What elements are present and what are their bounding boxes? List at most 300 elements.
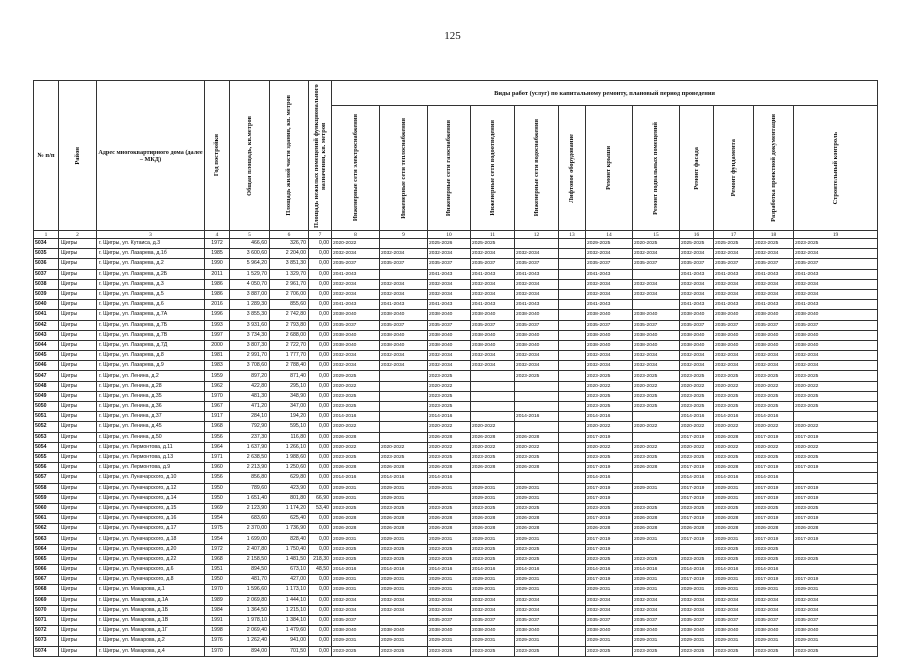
row-work-period: 2029-2031	[471, 483, 515, 493]
row-living-area: 941,00	[270, 636, 309, 646]
row-nonliving-area: 0,00	[309, 605, 332, 615]
column-number: 10	[428, 231, 471, 239]
row-work-period: 2038-2040	[633, 626, 680, 636]
row-work-period: 2023-2025	[754, 646, 794, 656]
row-work-period: 2023-2025	[515, 554, 559, 564]
row-total-area: 1 596,60	[230, 585, 270, 595]
row-id: 5062	[34, 524, 59, 534]
row-nonliving-area: 66,90	[309, 493, 332, 503]
row-work-period	[515, 473, 559, 483]
row-work-period: 2029-2031	[515, 534, 559, 544]
row-work-period: 2029-2031	[380, 534, 428, 544]
row-nonliving-area: 0,00	[309, 279, 332, 289]
row-work-period: 2035-2037	[794, 615, 878, 625]
row-work-period: 2029-2031	[428, 534, 471, 544]
row-work-period	[559, 422, 586, 432]
row-work-period	[380, 391, 428, 401]
row-total-area: 3 600,60	[230, 249, 270, 259]
row-work-period: 2038-2040	[586, 310, 633, 320]
row-work-period: 2014-2016	[714, 473, 754, 483]
row-id: 5070	[34, 605, 59, 615]
row-work-period: 2017-2019	[754, 483, 794, 493]
row-address: г. Щигры, ул. Ленина, д.50	[97, 432, 205, 442]
row-year: 1972	[205, 544, 230, 554]
row-nonliving-area: 0,00	[309, 412, 332, 422]
row-year: 1950	[205, 483, 230, 493]
row-work-period: 2017-2019	[680, 483, 714, 493]
row-work-period: 2023-2025	[332, 452, 380, 462]
row-work-period: 2025-2025	[471, 239, 515, 249]
row-nonliving-area: 0,00	[309, 514, 332, 524]
row-work-period: 2032-2034	[754, 351, 794, 361]
row-work-period: 2029-2031	[633, 534, 680, 544]
row-work-period: 2032-2034	[332, 249, 380, 259]
row-year: 1990	[205, 259, 230, 269]
row-work-period: 2032-2034	[428, 289, 471, 299]
table-row	[34, 402, 878, 412]
row-work-period	[515, 402, 559, 412]
row-total-area: 1 637,90	[230, 442, 270, 452]
row-district: Щигры	[59, 442, 97, 452]
row-work-period: 2032-2034	[332, 595, 380, 605]
row-living-area: 2 793,80	[270, 320, 309, 330]
table-row	[34, 534, 878, 544]
row-work-period: 2023-2025	[754, 239, 794, 249]
row-year: 1960	[205, 463, 230, 473]
table-row	[34, 391, 878, 401]
row-work-period: 2029-2031	[515, 483, 559, 493]
row-work-period: 2032-2034	[428, 595, 471, 605]
row-work-period: 2023-2025	[428, 544, 471, 554]
row-work-period: 2023-2025	[380, 452, 428, 462]
row-work-period: 2017-2019	[680, 514, 714, 524]
row-district: Щигры	[59, 595, 97, 605]
row-work-period	[559, 605, 586, 615]
row-work-period	[633, 300, 680, 310]
row-work-period: 2035-2037	[471, 320, 515, 330]
header-district	[59, 81, 97, 231]
row-work-period: 2017-2019	[586, 575, 633, 585]
row-work-period: 2026-2028	[428, 514, 471, 524]
row-work-period: 2038-2040	[471, 330, 515, 340]
row-work-period: 2041-2043	[380, 300, 428, 310]
row-work-period: 2032-2034	[515, 605, 559, 615]
row-work-period: 2032-2034	[680, 605, 714, 615]
row-total-area: 894,50	[230, 565, 270, 575]
row-work-period: 2017-2019	[586, 432, 633, 442]
row-work-period: 2020-2022	[515, 442, 559, 452]
header-year	[205, 81, 230, 231]
row-work-period: 2020-2022	[380, 442, 428, 452]
row-work-period: 2026-2028	[428, 524, 471, 534]
row-work-period: 2032-2034	[428, 605, 471, 615]
row-total-area: 2 991,70	[230, 351, 270, 361]
row-work-period: 2017-2019	[794, 575, 878, 585]
table-row	[34, 249, 878, 259]
header-work-text: Инженерные сети водоснабжения	[532, 119, 540, 217]
row-nonliving-area: 0,00	[309, 300, 332, 310]
row-work-period: 2032-2034	[680, 361, 714, 371]
table-row	[34, 351, 878, 361]
row-work-period: 2017-2019	[754, 432, 794, 442]
row-work-period: 2023-2025	[428, 503, 471, 513]
row-work-period	[559, 249, 586, 259]
row-nonliving-area: 218,30	[309, 554, 332, 564]
row-work-period: 2029-2031	[714, 483, 754, 493]
row-work-period: 2017-2019	[586, 514, 633, 524]
row-work-period	[559, 585, 586, 595]
column-number: 3	[97, 231, 205, 239]
row-district: Щигры	[59, 340, 97, 350]
row-id: 5065	[34, 554, 59, 564]
row-work-period: 2023-2025	[714, 371, 754, 381]
row-id: 5074	[34, 646, 59, 656]
row-work-period: 2035-2037	[680, 259, 714, 269]
row-work-period: 2014-2016	[586, 473, 633, 483]
row-work-period: 2032-2034	[754, 289, 794, 299]
row-work-period: 2026-2028	[714, 463, 754, 473]
row-work-period: 2032-2034	[633, 351, 680, 361]
row-work-period: 2035-2037	[515, 615, 559, 625]
row-work-period: 2032-2034	[714, 361, 754, 371]
row-work-period: 2032-2034	[380, 289, 428, 299]
column-number: 4	[205, 231, 230, 239]
row-work-period: 2023-2025	[754, 503, 794, 513]
row-nonliving-area: 48,50	[309, 565, 332, 575]
row-year: 1917	[205, 412, 230, 422]
row-work-period: 2032-2034	[794, 351, 878, 361]
row-work-period: 2029-2031	[428, 585, 471, 595]
header-address: Адрес многоквартирного дома (далее – МКД)	[97, 81, 205, 231]
row-work-period: 2023-2025	[714, 503, 754, 513]
row-work-period: 2023-2025	[515, 503, 559, 513]
row-work-period: 2038-2040	[515, 310, 559, 320]
row-work-period: 2035-2037	[754, 615, 794, 625]
row-address: г. Щигры, ул. Кутаиса, д.3	[97, 239, 205, 249]
row-id: 5038	[34, 279, 59, 289]
row-work-period: 2014-2016	[380, 565, 428, 575]
row-id: 5058	[34, 483, 59, 493]
row-work-period: 2026-2028	[471, 524, 515, 534]
table-row	[34, 452, 878, 462]
row-work-period	[559, 493, 586, 503]
row-work-period: 2014-2016	[754, 565, 794, 575]
row-work-period: 2023-2025	[428, 554, 471, 564]
row-work-period: 2035-2037	[633, 615, 680, 625]
row-work-period: 2026-2028	[471, 432, 515, 442]
table-row	[34, 442, 878, 452]
row-district: Щигры	[59, 402, 97, 412]
row-year: 1950	[205, 575, 230, 585]
row-year: 1951	[205, 565, 230, 575]
row-work-period: 2023-2025	[680, 391, 714, 401]
row-year: 1954	[205, 514, 230, 524]
row-work-period: 2038-2040	[714, 310, 754, 320]
row-work-period: 2017-2019	[794, 463, 878, 473]
row-nonliving-area: 0,00	[309, 432, 332, 442]
table-row	[34, 514, 878, 524]
row-work-period: 2035-2037	[714, 259, 754, 269]
row-address: г. Щигры, ул. Лермонтова, д.9	[97, 463, 205, 473]
row-work-period: 2023-2025	[471, 452, 515, 462]
row-work-period: 2023-2025	[794, 503, 878, 513]
row-work-period: 2017-2019	[794, 432, 878, 442]
row-living-area: 347,00	[270, 402, 309, 412]
row-work-period: 2032-2034	[380, 605, 428, 615]
table-row	[34, 330, 878, 340]
row-year: 1968	[205, 422, 230, 432]
row-id: 5068	[34, 585, 59, 595]
row-work-period: 2029-2031	[332, 636, 380, 646]
row-work-period: 2017-2019	[680, 575, 714, 585]
row-nonliving-area: 0,00	[309, 442, 332, 452]
row-work-period: 2041-2043	[586, 300, 633, 310]
row-work-period: 2020-2022	[794, 422, 878, 432]
row-work-period: 2032-2034	[471, 595, 515, 605]
row-total-area: 466,60	[230, 239, 270, 249]
header-work-5	[515, 106, 559, 231]
row-address: г. Щигры, ул. Макарова, д.1Б	[97, 605, 205, 615]
row-nonliving-area: 0,00	[309, 330, 332, 340]
row-living-area: 3 851,30	[270, 259, 309, 269]
row-total-area: 2 158,50	[230, 554, 270, 564]
row-work-period: 2029-2031	[586, 585, 633, 595]
row-work-period: 2020-2025	[633, 239, 680, 249]
row-nonliving-area: 0,00	[309, 585, 332, 595]
table-row	[34, 432, 878, 442]
row-work-period: 2029-2031	[714, 493, 754, 503]
row-work-period: 2014-2016	[380, 473, 428, 483]
row-address: г. Щигры, ул. Макарова, д.1	[97, 585, 205, 595]
row-work-period: 2020-2022	[332, 239, 380, 249]
row-work-period: 2029-2031	[633, 636, 680, 646]
row-work-period: 2029-2031	[332, 585, 380, 595]
row-work-period: 2017-2019	[680, 534, 714, 544]
row-work-period: 2035-2037	[633, 320, 680, 330]
row-work-period: 2029-2031	[380, 493, 428, 503]
row-work-period: 2041-2043	[754, 300, 794, 310]
row-work-period: 2020-2022	[332, 422, 380, 432]
row-district: Щигры	[59, 463, 97, 473]
row-work-period	[559, 402, 586, 412]
header-work-text: Инженерные сети теплоснабжения	[399, 117, 407, 219]
row-total-area: 2 370,00	[230, 524, 270, 534]
row-work-period: 2020-2022	[754, 422, 794, 432]
row-work-period: 2038-2040	[794, 310, 878, 320]
header-work-text: Ремонт фасада	[692, 146, 700, 190]
row-work-period	[515, 422, 559, 432]
row-address: г. Щигры, ул. Лазарева, д.7Б	[97, 320, 205, 330]
row-work-period: 2041-2043	[680, 269, 714, 279]
row-work-period: 2023-2025	[515, 452, 559, 462]
row-living-area: 194,20	[270, 412, 309, 422]
row-work-period: 2038-2040	[471, 626, 515, 636]
header-living-area-text: Площадь жилой части здания, кв. метров	[285, 95, 293, 216]
row-living-area: 1 384,10	[270, 615, 309, 625]
row-id: 5063	[34, 534, 59, 544]
row-nonliving-area: 0,00	[309, 351, 332, 361]
table-row	[34, 473, 878, 483]
row-work-period: 2023-2025	[380, 646, 428, 656]
row-work-period	[559, 442, 586, 452]
row-work-period: 2032-2034	[754, 361, 794, 371]
row-work-period: 2014-2016	[714, 412, 754, 422]
row-work-period: 2038-2040	[633, 340, 680, 350]
row-work-period: 2038-2040	[586, 626, 633, 636]
row-work-period: 2023-2025	[380, 503, 428, 513]
row-work-period: 2023-2025	[754, 544, 794, 554]
row-district: Щигры	[59, 289, 97, 299]
row-work-period	[559, 646, 586, 656]
row-year: 1975	[205, 524, 230, 534]
table-row	[34, 646, 878, 656]
row-id: 5043	[34, 330, 59, 340]
row-work-period: 2032-2034	[714, 605, 754, 615]
row-work-period: 2014-2016	[633, 565, 680, 575]
row-district: Щигры	[59, 483, 97, 493]
row-work-period: 2023-2025	[794, 402, 878, 412]
table-row	[34, 565, 878, 575]
table-row	[34, 381, 878, 391]
row-work-period: 2014-2016	[428, 565, 471, 575]
row-total-area: 792,90	[230, 422, 270, 432]
row-id: 5053	[34, 432, 59, 442]
row-work-period: 2041-2043	[794, 269, 878, 279]
row-total-area: 3 931,60	[230, 320, 270, 330]
row-work-period: 2029-2031	[714, 534, 754, 544]
row-work-period	[559, 452, 586, 462]
row-work-period	[559, 330, 586, 340]
row-work-period: 2029-2031	[471, 585, 515, 595]
row-work-period: 2017-2019	[586, 544, 633, 554]
row-work-period: 2026-2028	[714, 432, 754, 442]
row-work-period: 2038-2040	[754, 330, 794, 340]
row-address: г. Щигры, ул. Ленина, д.35	[97, 391, 205, 401]
row-district: Щигры	[59, 371, 97, 381]
row-work-period: 2026-2028	[380, 463, 428, 473]
header-work-text: Ремонт фундамента	[729, 139, 737, 197]
row-total-area: 2 638,50	[230, 452, 270, 462]
row-address: г. Щигры, ул. Луначарского, д.16	[97, 514, 205, 524]
row-work-period	[559, 351, 586, 361]
table-header	[34, 81, 878, 231]
row-work-period: 2023-2025	[633, 391, 680, 401]
row-work-period: 2029-2031	[428, 636, 471, 646]
row-id: 5034	[34, 239, 59, 249]
row-work-period: 2038-2040	[680, 310, 714, 320]
capital-repair-table-sheet	[33, 80, 877, 657]
row-work-period	[380, 239, 428, 249]
row-nonliving-area: 0,00	[309, 269, 332, 279]
row-work-period: 2020-2022	[680, 442, 714, 452]
row-work-period: 2038-2040	[714, 626, 754, 636]
header-work-7	[586, 106, 633, 231]
row-work-period: 2029-2031	[754, 585, 794, 595]
row-work-period	[559, 483, 586, 493]
row-work-period: 2029-2031	[380, 636, 428, 646]
row-work-period: 2014-2016	[754, 473, 794, 483]
row-year: 1959	[205, 371, 230, 381]
row-work-period	[380, 615, 428, 625]
row-work-period: 2035-2037	[633, 259, 680, 269]
row-total-area: 4 050,70	[230, 279, 270, 289]
column-number: 16	[680, 231, 714, 239]
row-work-period: 2029-2031	[680, 585, 714, 595]
row-nonliving-area: 0,00	[309, 595, 332, 605]
row-work-period	[559, 626, 586, 636]
row-work-period	[559, 259, 586, 269]
header-work-4	[471, 106, 515, 231]
row-district: Щигры	[59, 605, 97, 615]
row-work-period	[471, 371, 515, 381]
row-district: Щигры	[59, 626, 97, 636]
row-work-period	[559, 534, 586, 544]
row-id: 5060	[34, 503, 59, 513]
row-year: 1983	[205, 361, 230, 371]
row-work-period: 2032-2034	[471, 351, 515, 361]
row-id: 5042	[34, 320, 59, 330]
row-work-period	[380, 412, 428, 422]
row-work-period: 2032-2034	[586, 361, 633, 371]
row-work-period: 2023-2025	[428, 402, 471, 412]
row-nonliving-area: 0,00	[309, 361, 332, 371]
row-total-area: 1 978,10	[230, 615, 270, 625]
row-living-area: 1 481,50	[270, 554, 309, 564]
table-row	[34, 422, 878, 432]
row-work-period	[633, 412, 680, 422]
row-id: 5073	[34, 636, 59, 646]
row-total-area: 1 529,70	[230, 269, 270, 279]
row-work-period: 2023-2025	[714, 646, 754, 656]
row-work-period	[559, 391, 586, 401]
row-work-period: 2038-2040	[332, 340, 380, 350]
row-id: 5047	[34, 371, 59, 381]
row-work-period: 2035-2037	[680, 320, 714, 330]
row-year: 1971	[205, 452, 230, 462]
row-work-period: 2041-2043	[680, 300, 714, 310]
row-year: 1997	[205, 330, 230, 340]
row-work-period: 2029-2031	[471, 493, 515, 503]
row-work-period: 2032-2034	[586, 289, 633, 299]
row-work-period: 2014-2016	[680, 412, 714, 422]
column-numbers	[34, 231, 878, 239]
row-total-area: 2 069,80	[230, 595, 270, 605]
row-id: 5057	[34, 473, 59, 483]
row-work-period	[559, 269, 586, 279]
row-work-period	[559, 575, 586, 585]
row-work-period: 2023-2025	[680, 646, 714, 656]
row-living-area: 116,80	[270, 432, 309, 442]
row-district: Щигры	[59, 259, 97, 269]
row-work-period: 2032-2034	[754, 605, 794, 615]
row-total-area: 1 699,00	[230, 534, 270, 544]
row-work-period: 2023-2025	[794, 391, 878, 401]
row-work-period: 2041-2043	[428, 300, 471, 310]
header-work-12	[794, 106, 878, 231]
column-number-row	[34, 231, 878, 239]
row-year: 2011	[205, 269, 230, 279]
row-living-area: 326,70	[270, 239, 309, 249]
row-work-period: 2038-2040	[428, 626, 471, 636]
row-nonliving-area: 0,00	[309, 452, 332, 462]
column-number: 7	[309, 231, 332, 239]
row-address: г. Щигры, ул. Лазарева, д.7В	[97, 330, 205, 340]
row-work-period: 2023-2025	[714, 554, 754, 564]
row-work-period: 2029-2031	[515, 493, 559, 503]
row-work-period: 2038-2040	[428, 310, 471, 320]
row-nonliving-area: 0,00	[309, 615, 332, 625]
table-row	[34, 595, 878, 605]
